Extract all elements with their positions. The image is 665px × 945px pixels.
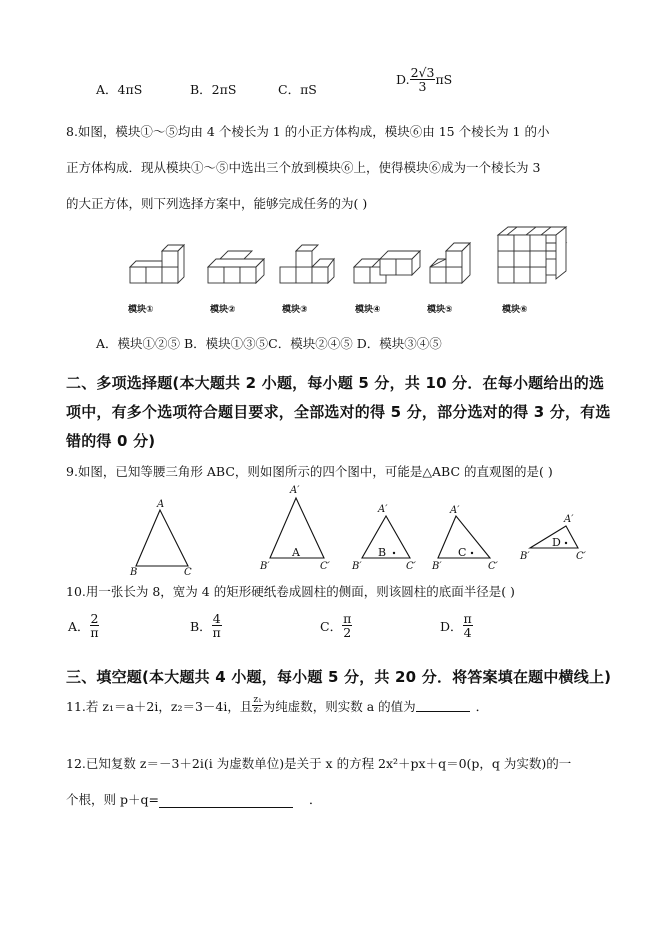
q10-option-c-label: C． xyxy=(320,618,343,634)
label-c: C xyxy=(184,567,192,578)
module-1-label: 模块① xyxy=(128,305,154,315)
q11-answer-blank[interactable] xyxy=(416,699,470,712)
q8-line-1: 8.如图，模块①～⑤均由 4 个棱长为 1 的小正方体构成，模块⑥由 15 个棱长为 1 的小 xyxy=(66,124,550,139)
module-5-figure xyxy=(430,243,470,283)
q12-line-1: 12.已知复数 z＝－3＋2i(i 为虚数单位)是关于 x 的方程 2x²＋px＋q＝0(p，q 为实数)的一 xyxy=(66,756,572,771)
label-c-prime-4: C′ xyxy=(576,551,586,562)
label-a-prime-2: A′ xyxy=(378,504,388,515)
q8-options: A．模块①②⑤ B．模块①③⑤C．模块②④⑤ D．模块③④⑤ xyxy=(96,336,442,351)
q12-line-2-row xyxy=(66,790,321,808)
q11-part-2: 为纯虚数，则实数 a 的值为 xyxy=(262,698,416,714)
label-b: B xyxy=(130,567,138,578)
q11-end: ． xyxy=(475,698,489,714)
q10-option-c-num: π xyxy=(343,611,352,626)
label-c-prime-3: C′ xyxy=(488,561,498,572)
q10-option-d xyxy=(440,612,473,639)
option-d-numerator: 2√3 xyxy=(410,65,435,80)
q8-line-3: 的大正方体，则下列选择方案中，能够完成任务的为( ) xyxy=(66,196,368,211)
q10-text: 10.用一张长为 8，宽为 4 的矩形硬纸卷成圆柱的侧面，则该圆柱的底面半径是( ) xyxy=(66,584,515,599)
module-6-figure xyxy=(498,227,566,283)
q11-part-1: 11.若 z₁＝a＋2i，z₂＝3－4i，且 xyxy=(66,698,253,714)
q10-option-d-num: π xyxy=(463,611,472,626)
q10-option-b-label: B． xyxy=(190,618,212,634)
section-2-heading-line-1: 二、多项选择题(本大题共 2 小题，每小题 5 分，共 10 分．在每小题给出的选 xyxy=(66,374,605,392)
label-b-prime-1: B′ xyxy=(260,561,270,572)
module-2-label: 模块② xyxy=(210,305,236,315)
q10-option-a-fraction xyxy=(90,612,100,639)
q10-option-a-den: π xyxy=(90,625,99,641)
q10-option-d-den: 4 xyxy=(463,625,472,641)
q10-option-a xyxy=(68,612,99,639)
q11-fraction xyxy=(252,696,262,716)
option-a: A．4πS xyxy=(96,82,143,97)
option-d xyxy=(396,66,452,93)
section-3-heading: 三、填空题(本大题共 4 小题，每小题 5 分，共 20 分．将答案填在题中横线上) xyxy=(66,668,612,686)
q10-option-b-fraction xyxy=(212,612,222,639)
module-5-label: 模块⑤ xyxy=(427,305,453,315)
q12-answer-blank[interactable] xyxy=(159,795,293,808)
label-c-prime-1: C′ xyxy=(320,561,330,572)
label-a: A xyxy=(157,499,165,510)
module-3-label: 模块③ xyxy=(282,305,308,315)
q10-option-b xyxy=(190,612,222,639)
label-a-prime-4: A′ xyxy=(564,514,574,525)
q10-option-a-label: A． xyxy=(68,618,90,634)
module-3-figure xyxy=(280,245,334,283)
label-b-prime-3: B′ xyxy=(432,561,442,572)
q12-line-2: 个根，则 p＋q= xyxy=(66,792,159,807)
option-c-letter: C xyxy=(458,546,467,559)
q10-option-d-label: D． xyxy=(440,618,463,634)
q10-option-c xyxy=(320,612,352,639)
option-a-letter: A xyxy=(292,546,300,559)
label-c-prime-2: C′ xyxy=(406,561,416,572)
label-b-prime-4: B′ xyxy=(520,551,530,562)
option-d-fraction xyxy=(410,66,436,93)
q10-option-c-fraction xyxy=(342,612,352,639)
module-2-figure xyxy=(208,251,264,283)
q10-option-b-num: 4 xyxy=(212,611,221,626)
q9-text: 9.如图，已知等腰三角形 ABC，则如图所示的四个图中，可能是△ABC 的直观图的是( ) xyxy=(66,464,553,479)
label-a-prime-1: A′ xyxy=(290,485,300,496)
option-d-suffix: πS xyxy=(435,72,453,88)
triangle-abc xyxy=(136,510,188,566)
module-6-label: 模块⑥ xyxy=(502,305,528,315)
q11-fraction-num: z₁ xyxy=(253,695,262,705)
q10-option-a-num: 2 xyxy=(90,611,99,626)
q10-option-b-den: π xyxy=(212,625,221,641)
option-d-prefix: D. xyxy=(396,72,410,88)
section-2-heading-line-2: 项中，有多个选项符合题目要求，全部选对的得 5 分，部分选对的得 3 分，有选 xyxy=(66,403,611,421)
option-b-letter: B xyxy=(378,546,387,559)
option-c: C．πS xyxy=(278,82,317,97)
option-b: B．2πS xyxy=(190,82,237,97)
q9-figures xyxy=(120,480,600,580)
module-1-figure xyxy=(130,245,184,283)
option-d-letter: D xyxy=(552,536,561,549)
label-b-prime-2: B′ xyxy=(352,561,362,572)
section-2-heading-line-3: 错的得 0 分) xyxy=(66,432,156,450)
q8-line-2: 正方体构成．现从模块①～⑤中选出三个放到模块⑥上，使得模块⑥成为一个棱长为 3 xyxy=(66,160,541,175)
q10-option-d-fraction xyxy=(463,612,473,639)
module-4-label: 模块④ xyxy=(355,305,381,315)
module-4-figure xyxy=(354,251,420,283)
option-d-denominator: 3 xyxy=(418,79,427,95)
label-a-prime-3: A′ xyxy=(450,505,460,516)
q11 xyxy=(66,696,488,716)
q12-end: ． xyxy=(308,792,322,807)
q10-option-c-den: 2 xyxy=(343,625,352,641)
q11-fraction-den: z₂ xyxy=(253,705,262,716)
